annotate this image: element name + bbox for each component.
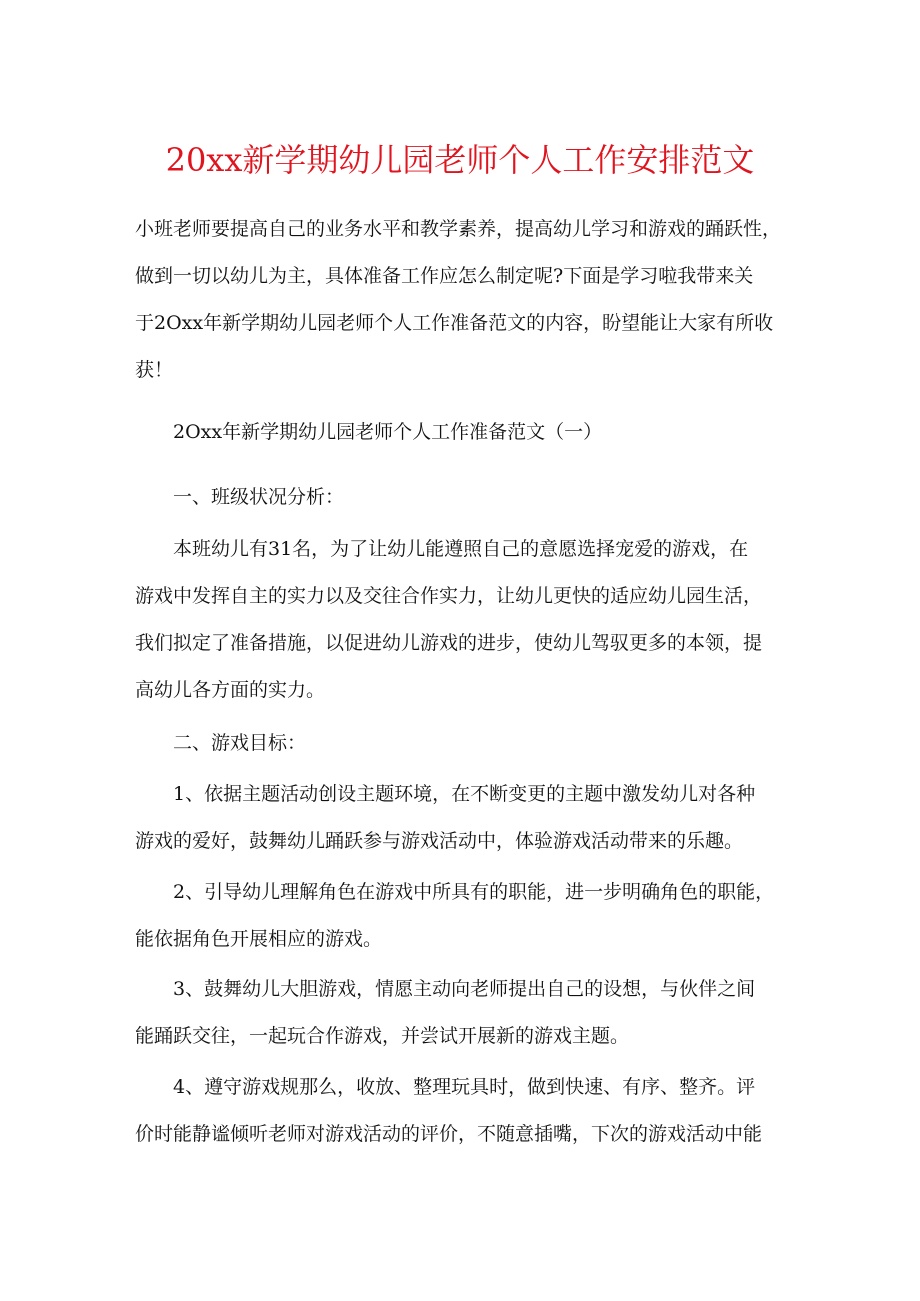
section-heading: 二、游戏目标： [173, 732, 307, 754]
section-heading: 一、班级状况分析： [173, 486, 345, 508]
paragraph-line: 1、依据主题活动创设主题环境，在不断变更的主题中激发幼儿对各种 [173, 783, 756, 805]
intro-paragraph [135, 206, 795, 394]
section-subtitle: 2Oxx年新学期幼儿园老师个人工作准备范文（一） [173, 421, 603, 443]
goal2-paragraph [135, 869, 795, 963]
section1-heading-paragraph [135, 474, 795, 521]
paragraph-line: 4、遵守游戏规那么，收放、整理玩具时，做到快速、有序、整齐。评 [173, 1076, 756, 1098]
goal4-paragraph [135, 1064, 795, 1158]
paragraph-line: 价时能静谧倾听老师对游戏活动的评价，不随意插嘴，下次的游戏活动中能 [135, 1123, 763, 1145]
document-title: 20xx新学期幼儿园老师个人工作安排范文 [165, 141, 755, 179]
goal1-paragraph [135, 771, 795, 865]
intro-line: 小班老师要提高自己的业务水平和教学素养，提高幼儿学习和游戏的踊跃性， [135, 218, 782, 240]
paragraph-line: 高幼儿各方面的实力。 [135, 679, 326, 701]
paragraph-line: 游戏中发挥自主的实力以及交往合作实力，让幼儿更快的适应幼儿园生活， [135, 585, 763, 607]
paragraph-line: 本班幼儿有31名，为了让幼儿能遵照自己的意愿选择宠爱的游戏，在 [173, 538, 749, 560]
paragraph-line: 2、引导幼儿理解角色在游戏中所具有的职能，进一步明确角色的职能， [173, 881, 775, 903]
intro-line: 于2Oxx年新学期幼儿园老师个人工作准备范文的内容，盼望能让大家有所收 [135, 312, 774, 334]
goal3-paragraph [135, 966, 795, 1060]
section2-heading-paragraph [135, 720, 795, 767]
paragraph-line: 游戏的爱好，鼓舞幼儿踊跃参与游戏活动中，体验游戏活动带来的乐趣。 [135, 830, 744, 852]
paragraph-line: 能踊跃交往，一起玩合作游戏，并尝试开展新的游戏主题。 [135, 1025, 630, 1047]
subtitle-paragraph [135, 409, 795, 456]
paragraph-line: 我们拟定了准备措施，以促进幼儿游戏的进步，使幼儿驾驭更多的本领，提 [135, 632, 763, 654]
intro-line: 做到一切以幼儿为主，具体准备工作应怎么制定呢?下面是学习啦我带来关 [135, 265, 754, 287]
paragraph-line: 3、鼓舞幼儿大胆游戏，情愿主动向老师提出自己的设想，与伙伴之间 [173, 978, 756, 1000]
intro-line: 获！ [135, 359, 174, 381]
paragraph-line: 能依据角色开展相应的游戏。 [135, 928, 383, 950]
section1-paragraph [135, 526, 795, 714]
